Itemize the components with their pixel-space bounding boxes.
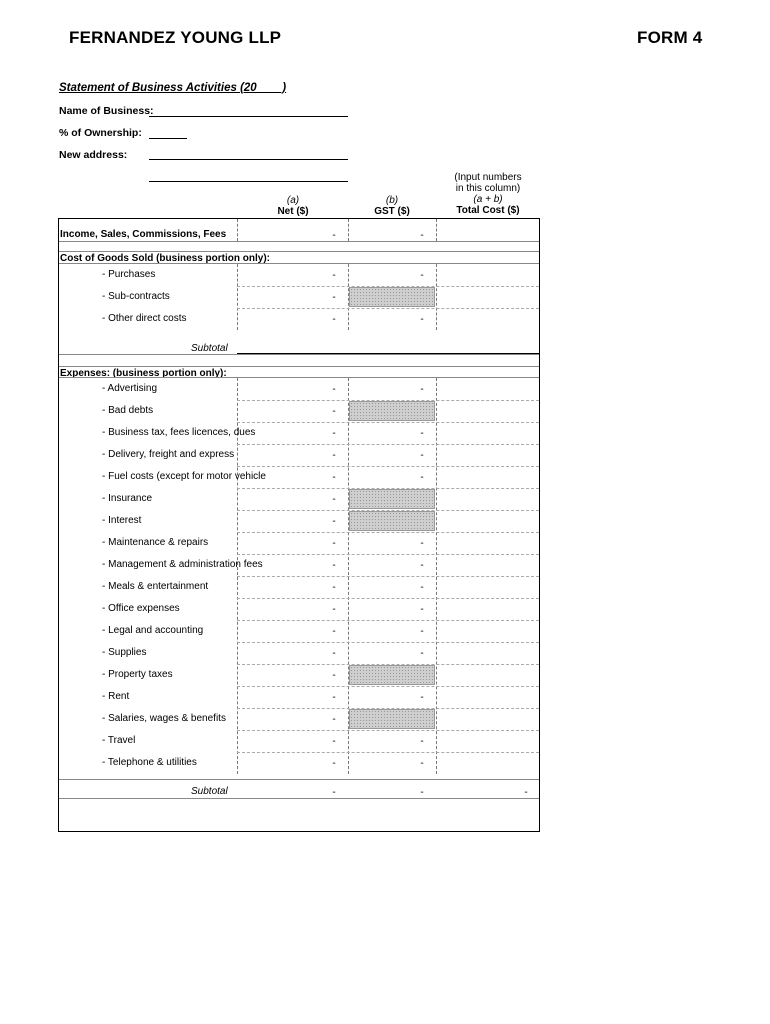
table-rule <box>59 263 539 264</box>
column-divider <box>237 264 238 330</box>
expense-item-label: - Telephone & utilities <box>102 757 197 768</box>
expense-gst-value: - <box>420 648 424 659</box>
expense-net-value: - <box>332 714 336 725</box>
expense-net-value: - <box>332 516 336 527</box>
form-number: FORM 4 <box>637 28 703 47</box>
expense-net-value: - <box>332 582 336 593</box>
column-a-name: Net ($) <box>277 206 309 217</box>
expense-item-label: - Rent <box>102 691 130 702</box>
expense-item-label: - Meals & entertainment <box>102 581 209 592</box>
expense-net-value: - <box>332 758 336 769</box>
gst-not-applicable-cell <box>349 511 435 531</box>
gst-not-applicable-cell <box>349 287 435 307</box>
expenses-subtotal-total: - <box>524 787 528 798</box>
table-rule <box>59 251 539 252</box>
expense-item-label: - Bad debts <box>102 405 154 416</box>
expense-item-label: - Advertising <box>102 383 158 394</box>
expense-net-value: - <box>332 538 336 549</box>
column-divider <box>436 219 437 241</box>
row-rule <box>237 444 539 445</box>
expense-net-value: - <box>332 384 336 395</box>
cogs-item-label: - Purchases <box>102 269 156 280</box>
row-rule <box>237 730 539 731</box>
expenses-subtotal-net: - <box>332 787 336 798</box>
column-b-name: GST ($) <box>374 206 410 217</box>
expenses-subtotal-label: Subtotal <box>191 786 228 797</box>
address-field-line-2[interactable] <box>149 181 348 182</box>
column-c-formula: (a + b) <box>473 194 503 205</box>
expense-gst-value: - <box>420 384 424 395</box>
business-name-field[interactable] <box>149 116 348 117</box>
expense-net-value: - <box>332 428 336 439</box>
ownership-label: % of Ownership: <box>59 127 142 139</box>
column-b-header <box>352 195 432 217</box>
expense-net-value: - <box>332 648 336 659</box>
expense-net-value: - <box>332 626 336 637</box>
expense-item-label: - Insurance <box>102 493 153 504</box>
cogs-subtotal-label: Subtotal <box>191 343 228 354</box>
expense-item-label: - Interest <box>102 515 142 526</box>
table-rule <box>59 241 539 242</box>
column-divider <box>348 219 349 241</box>
expense-item-label: - Management & administration fees <box>102 559 263 570</box>
gst-not-applicable-cell <box>349 665 435 685</box>
column-c-name: Total Cost ($) <box>456 205 520 216</box>
expense-gst-value: - <box>420 538 424 549</box>
row-rule <box>237 686 539 687</box>
expense-gst-value: - <box>420 582 424 593</box>
business-name-label: Name of Business: <box>59 105 154 117</box>
row-rule <box>237 576 539 577</box>
expense-item-label: - Legal and accounting <box>102 625 204 636</box>
expense-gst-value: - <box>420 560 424 571</box>
gst-not-applicable-cell <box>349 401 435 421</box>
cogs-net-value: - <box>332 270 336 281</box>
row-rule <box>237 752 539 753</box>
statement-title: Statement of Business Activities (20____) <box>59 82 287 94</box>
expense-net-value: - <box>332 692 336 703</box>
row-rule <box>237 422 539 423</box>
column-c-header <box>443 172 533 216</box>
expense-item-label: - Salaries, wages & benefits <box>102 713 226 724</box>
expense-net-value: - <box>332 604 336 615</box>
expense-item-label: - Fuel costs (except for motor vehicle <box>102 471 266 482</box>
expense-gst-value: - <box>420 428 424 439</box>
expense-item-label: - Delivery, freight and express <box>102 449 235 460</box>
expense-item-label: - Travel <box>102 735 136 746</box>
table-rule <box>59 377 539 378</box>
row-rule <box>237 554 539 555</box>
cogs-net-value: - <box>332 314 336 325</box>
column-c-note-1: (Input numbers <box>454 172 522 183</box>
firm-name: FERNANDEZ YOUNG LLP <box>69 28 282 47</box>
row-rule <box>237 598 539 599</box>
expense-gst-value: - <box>420 450 424 461</box>
income-label: Income, Sales, Commissions, Fees <box>60 229 227 240</box>
row-rule <box>237 308 539 309</box>
expense-net-value: - <box>332 736 336 747</box>
column-a-header <box>253 195 333 217</box>
cogs-title: Cost of Goods Sold (business portion only): <box>60 253 270 264</box>
table-rule <box>59 354 539 355</box>
activities-table <box>58 218 540 832</box>
ownership-field[interactable] <box>149 138 187 139</box>
cogs-gst-value: - <box>420 270 424 281</box>
cogs-net-value: - <box>332 292 336 303</box>
expense-net-value: - <box>332 450 336 461</box>
expense-gst-value: - <box>420 626 424 637</box>
expense-item-label: - Maintenance & repairs <box>102 537 209 548</box>
expense-item-label: - Supplies <box>102 647 147 658</box>
expense-gst-value: - <box>420 758 424 769</box>
column-divider <box>237 219 238 241</box>
column-divider <box>436 264 437 330</box>
gst-not-applicable-cell <box>349 709 435 729</box>
expenses-subtotal-gst: - <box>420 787 424 798</box>
expense-gst-value: - <box>420 604 424 615</box>
table-rule <box>59 366 539 367</box>
expenses-title: Expenses: (business portion only): <box>60 368 227 379</box>
expense-item-label: - Business tax, fees licences, dues <box>102 427 256 438</box>
expense-item-label: - Office expenses <box>102 603 180 614</box>
gst-not-applicable-cell <box>349 489 435 509</box>
expense-gst-value: - <box>420 736 424 747</box>
expense-net-value: - <box>332 560 336 571</box>
address-field-line-1[interactable] <box>149 159 348 160</box>
expense-gst-value: - <box>420 472 424 483</box>
expense-net-value: - <box>332 494 336 505</box>
cogs-gst-value: - <box>420 314 424 325</box>
cogs-item-label: - Other direct costs <box>102 313 187 324</box>
row-rule <box>237 466 539 467</box>
expense-gst-value: - <box>420 692 424 703</box>
expense-net-value: - <box>332 472 336 483</box>
expense-item-label: - Property taxes <box>102 669 173 680</box>
row-rule <box>237 642 539 643</box>
table-rule <box>59 798 539 799</box>
cogs-item-label: - Sub-contracts <box>102 291 170 302</box>
column-c-note-2: in this column) <box>455 183 521 194</box>
row-rule <box>237 532 539 533</box>
income-gst-value: - <box>420 230 424 241</box>
row-rule <box>237 620 539 621</box>
column-a-letter: (a) <box>286 195 300 206</box>
expense-net-value: - <box>332 670 336 681</box>
income-net-value: - <box>332 230 336 241</box>
address-label: New address: <box>59 149 128 161</box>
column-b-letter: (b) <box>385 195 399 206</box>
expense-net-value: - <box>332 406 336 417</box>
table-rule <box>59 779 539 780</box>
